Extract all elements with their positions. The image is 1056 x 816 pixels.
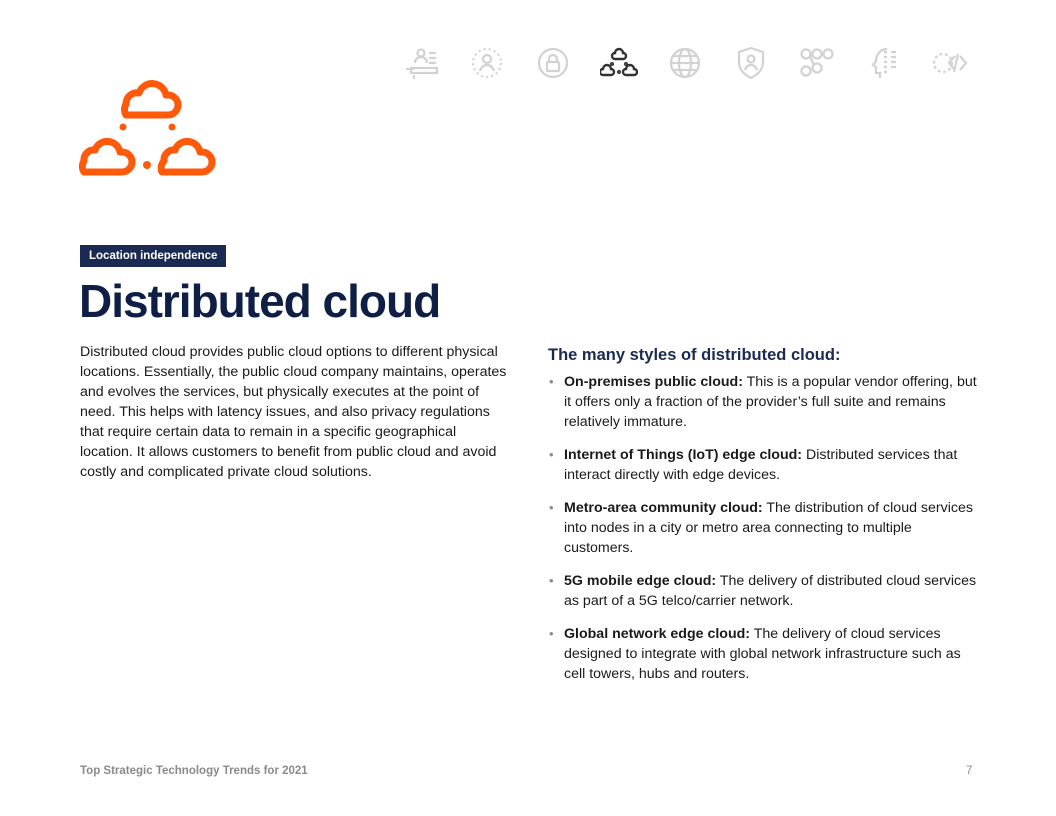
list-item-text: Distributed services that interact directly with edge devices. bbox=[564, 447, 958, 483]
list-item-term: Global network edge cloud: bbox=[564, 626, 751, 642]
list-item-term: Metro-area community cloud: bbox=[564, 500, 763, 516]
page-number: 7 bbox=[966, 765, 973, 777]
list-item-term: 5G mobile edge cloud: bbox=[564, 573, 717, 589]
bullet-icon: • bbox=[549, 626, 554, 641]
list-item bbox=[548, 372, 978, 432]
bullet-icon: • bbox=[549, 500, 554, 515]
list-item-text: The delivery of cloud services designed to integrate with global network infrastructure such as cell towers, hubs and routers. bbox=[564, 626, 961, 682]
person-network-icon[interactable] bbox=[468, 44, 506, 82]
distributed-cloud-icon bbox=[78, 78, 218, 180]
bullet-icon: • bbox=[549, 573, 554, 588]
people-analytics-icon[interactable] bbox=[402, 44, 440, 82]
list-item-text: The distribution of cloud services into nodes in a city or metro area connecting to multiple customers. bbox=[564, 500, 973, 556]
list-item-term: On-premises public cloud: bbox=[564, 374, 743, 390]
styles-heading: The many styles of distributed cloud: bbox=[548, 346, 841, 364]
list-item bbox=[548, 498, 978, 558]
list-item-term: Internet of Things (IoT) edge cloud: bbox=[564, 447, 803, 463]
trend-nav-icons bbox=[402, 44, 968, 82]
shield-user-icon[interactable] bbox=[732, 44, 770, 82]
page-title: Distributed cloud bbox=[79, 275, 441, 327]
bullet-icon: • bbox=[549, 447, 554, 462]
category-tag: Location independence bbox=[80, 245, 226, 267]
list-item-text: This is a popular vendor offering, but it offers only a fraction of the provider’s full suite and remains relatively immature. bbox=[564, 374, 977, 430]
ai-head-icon[interactable] bbox=[864, 44, 902, 82]
bullet-icon: • bbox=[549, 374, 554, 389]
intro-paragraph: Distributed cloud provides public cloud options to different physical locations. Essentially, the public cloud company maintains, operates and evolves the services, but physically executes at the point of need. This helps with latency issues, and also privacy regulations that require certain data to remain in a specific geographical location. It allows customers to benefit from public cloud and avoid costly and complicated private cloud solutions. bbox=[80, 344, 507, 480]
styles-list bbox=[548, 372, 978, 697]
gear-code-icon[interactable] bbox=[930, 44, 968, 82]
footer-doc-title: Top Strategic Technology Trends for 2021 bbox=[80, 765, 308, 777]
list-item bbox=[548, 624, 978, 684]
distributed-cloud-icon[interactable] bbox=[600, 44, 638, 82]
globe-icon[interactable] bbox=[666, 44, 704, 82]
lock-icon[interactable] bbox=[534, 44, 572, 82]
list-item bbox=[548, 571, 978, 611]
list-item bbox=[548, 445, 978, 485]
list-item-text: The delivery of distributed cloud services as part of a 5G telco/carrier network. bbox=[564, 573, 977, 609]
connected-nodes-icon[interactable] bbox=[798, 44, 836, 82]
